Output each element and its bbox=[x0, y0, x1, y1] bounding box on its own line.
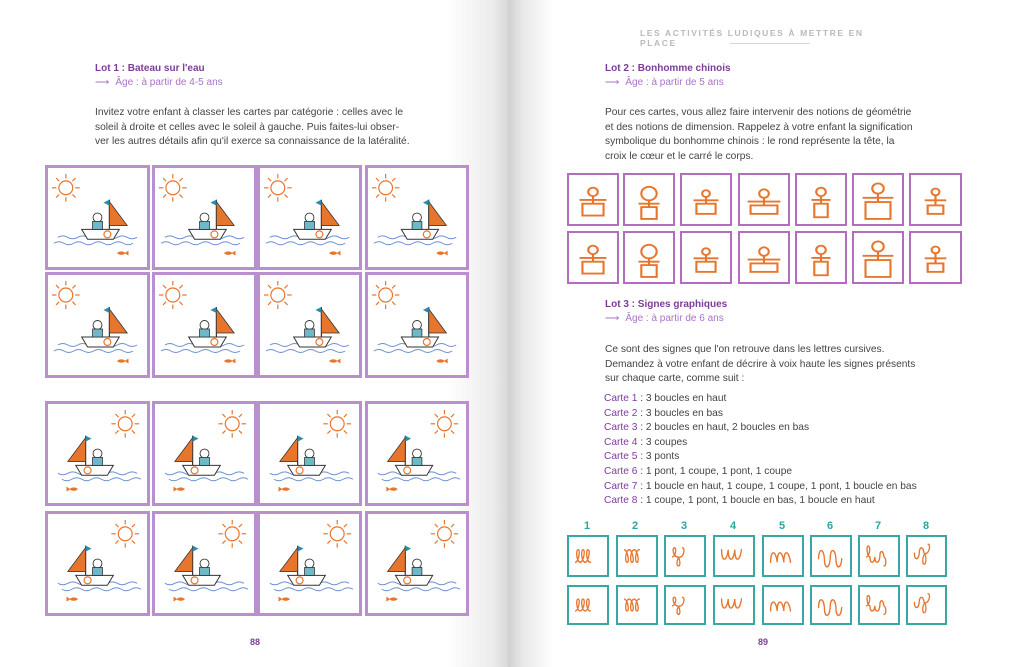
card-text: : 1 pont, 1 coupe, 1 pont, 1 coupe bbox=[637, 465, 793, 477]
card-description bbox=[604, 421, 917, 436]
lot2-line: Pour ces cartes, vous allez faire intervenir des notions de géométrie bbox=[605, 107, 912, 118]
graphic-sign-card bbox=[616, 535, 658, 577]
page-number-right: 89 bbox=[758, 637, 769, 647]
column-number: 6 bbox=[826, 520, 834, 532]
boat-card bbox=[45, 272, 150, 378]
column-number: 7 bbox=[874, 520, 882, 532]
boat-card bbox=[365, 401, 469, 506]
card-text: : 1 coupe, 1 pont, 1 boucle en bas, 1 boucle en haut bbox=[637, 495, 875, 507]
graphic-sign-card bbox=[664, 585, 706, 625]
card-label: Carte 6 bbox=[604, 465, 638, 477]
lot2-title: Lot 2 : Bonhomme chinois bbox=[605, 63, 731, 74]
boat-card bbox=[257, 165, 362, 270]
column-number: 3 bbox=[680, 520, 688, 532]
bonhomme-card bbox=[567, 231, 619, 284]
arrow-icon: ⟶ bbox=[95, 77, 110, 88]
lot3-line: sur chaque carte, comme suit : bbox=[605, 373, 745, 384]
bonhomme-card bbox=[680, 173, 732, 226]
lot2-age bbox=[605, 77, 724, 88]
boat-card bbox=[45, 165, 150, 270]
bonhomme-card bbox=[680, 231, 732, 284]
lot3-paragraph bbox=[605, 343, 955, 387]
column-number: 1 bbox=[583, 520, 591, 532]
lot1-age bbox=[95, 77, 223, 88]
boat-card bbox=[365, 272, 469, 378]
bonhomme-card bbox=[852, 231, 904, 284]
column-number: 2 bbox=[631, 520, 639, 532]
lot2-age-text: Âge : à partir de 5 ans bbox=[625, 77, 724, 88]
lot3-title: Lot 3 : Signes graphiques bbox=[605, 299, 728, 310]
lot1-line: soleil à droite et celles avec le soleil à gauche. Puis faites-lui obser- bbox=[95, 121, 400, 133]
card-text: : 3 boucles en haut bbox=[637, 393, 727, 404]
graphic-sign-card bbox=[664, 535, 706, 577]
card-text: : 1 boucle en haut, 1 coupe, 1 coupe, 1 pont, 1 boucle en bas bbox=[637, 480, 917, 492]
lot3-line: Ce sont des signes que l'on retrouve dans les lettres cursives. bbox=[605, 344, 885, 355]
card-text: : 3 ponts bbox=[637, 451, 680, 463]
graphic-sign-card bbox=[810, 535, 852, 577]
graphic-sign-card bbox=[713, 585, 755, 625]
boat-card bbox=[365, 165, 469, 270]
boat-card bbox=[257, 272, 362, 378]
column-number: 4 bbox=[729, 520, 737, 532]
arrow-icon: ⟶ bbox=[605, 313, 620, 324]
graphic-sign-card bbox=[906, 535, 947, 577]
card-description bbox=[604, 407, 917, 422]
lot1-title: Lot 1 : Bateau sur l'eau bbox=[95, 63, 205, 74]
bonhomme-card bbox=[623, 231, 675, 284]
header-rule bbox=[730, 43, 810, 44]
card-text: : 3 boucles en bas bbox=[637, 407, 723, 419]
card-label: Carte 1 bbox=[604, 393, 638, 404]
graphic-sign-card bbox=[762, 585, 804, 625]
bonhomme-card bbox=[795, 173, 847, 226]
lot2-paragraph bbox=[605, 106, 955, 164]
card-text: : 2 boucles en haut, 2 boucles en bas bbox=[637, 422, 810, 434]
lot1-paragraph bbox=[95, 106, 425, 150]
lot2-line: croix le cœur et le carré le corps. bbox=[605, 150, 754, 162]
graphic-sign-card bbox=[567, 585, 609, 625]
lot1-line: Invitez votre enfant à classer les cartes par catégorie : celles avec le bbox=[95, 107, 404, 118]
card-description bbox=[604, 465, 917, 480]
card-description bbox=[604, 392, 917, 407]
lot2-line: et des notions de dimension. Rappelez à votre enfant la signification bbox=[605, 121, 913, 133]
column-number: 5 bbox=[778, 520, 786, 532]
bonhomme-card bbox=[795, 231, 847, 284]
lot1-line: ver les autres détails afin qu'il exerce sa connaissance de la latéralité. bbox=[95, 136, 410, 147]
bonhomme-card bbox=[909, 231, 962, 284]
bonhomme-card bbox=[738, 173, 790, 226]
graphic-sign-card bbox=[810, 585, 852, 625]
card-description bbox=[604, 436, 917, 451]
lot3-age bbox=[605, 313, 724, 324]
card-description bbox=[604, 450, 917, 465]
graphic-sign-card bbox=[616, 585, 658, 625]
graphic-sign-card bbox=[906, 585, 947, 625]
bonhomme-card bbox=[852, 173, 904, 226]
bonhomme-card bbox=[623, 173, 675, 226]
graphic-sign-card bbox=[858, 585, 900, 625]
lot2-line: symbolique du bonhomme chinois : le rond représente la tête, la bbox=[605, 136, 895, 147]
lot3-age-text: Âge : à partir de 6 ans bbox=[625, 313, 724, 324]
graphic-sign-card bbox=[713, 535, 755, 577]
boat-card bbox=[365, 511, 469, 616]
boat-card bbox=[45, 401, 150, 506]
card-description bbox=[604, 494, 917, 509]
card-text: : 3 coupes bbox=[637, 436, 688, 448]
column-number: 8 bbox=[922, 520, 930, 532]
card-label: Carte 3 bbox=[604, 422, 638, 434]
card-label: Carte 2 bbox=[604, 407, 638, 419]
boat-card bbox=[152, 401, 257, 506]
boat-card bbox=[152, 511, 257, 616]
card-description-list bbox=[604, 392, 917, 509]
arrow-icon: ⟶ bbox=[605, 77, 620, 88]
lot3-line: Demandez à votre enfant de décrire à voix haute les signes présents bbox=[605, 358, 916, 370]
card-label: Carte 7 bbox=[604, 480, 638, 492]
bonhomme-card bbox=[567, 173, 619, 226]
bonhomme-card bbox=[738, 231, 790, 284]
card-label: Carte 4 bbox=[604, 436, 638, 448]
card-label: Carte 5 bbox=[604, 451, 638, 463]
graphic-sign-card bbox=[567, 535, 609, 577]
lot1-age-text: Âge : à partir de 4-5 ans bbox=[115, 77, 223, 88]
graphic-sign-card bbox=[858, 535, 900, 577]
page-number-left: 88 bbox=[250, 637, 261, 647]
card-description bbox=[604, 480, 917, 495]
boat-card bbox=[152, 272, 257, 378]
bonhomme-card bbox=[909, 173, 962, 226]
running-header: LES ACTIVITÉS LUDIQUES À METTRE EN PLACE bbox=[640, 28, 864, 48]
card-label: Carte 8 bbox=[604, 495, 638, 507]
graphic-sign-card bbox=[762, 535, 804, 577]
boat-card bbox=[45, 511, 150, 616]
boat-card bbox=[152, 165, 257, 270]
boat-card bbox=[257, 511, 362, 616]
boat-card bbox=[257, 401, 362, 506]
